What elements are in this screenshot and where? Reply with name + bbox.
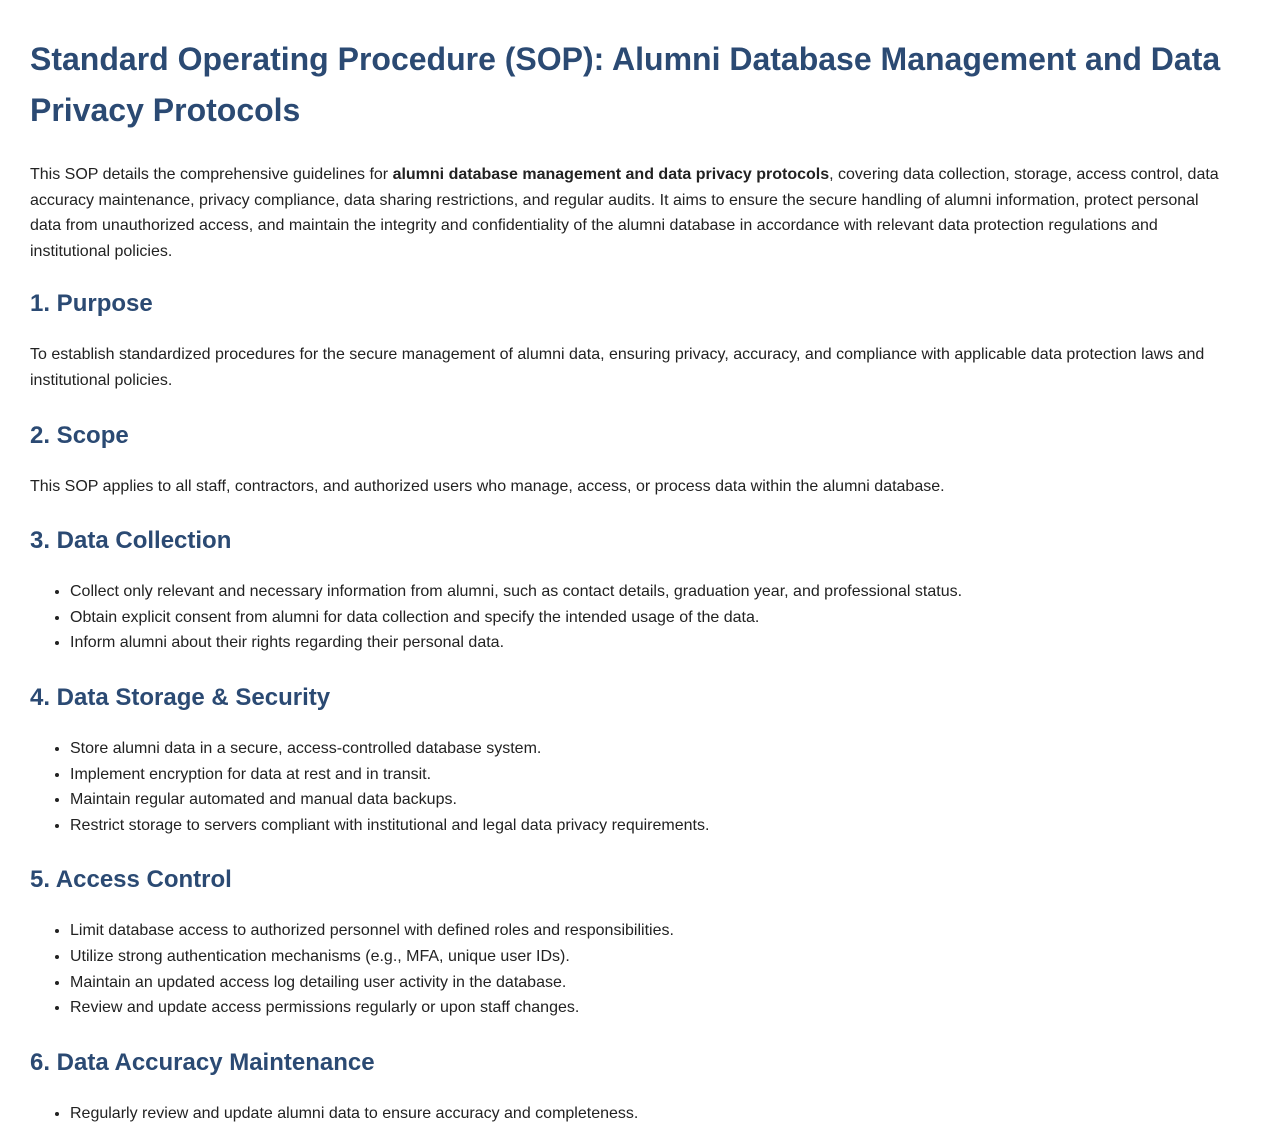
list-item: • Restrict storage to servers compliant with institutional and legal data privacy requirements. [70, 813, 1233, 839]
section-purpose [30, 288, 1233, 393]
list-item: • Review and update access permissions regularly or upon staff changes. [70, 995, 1233, 1021]
list-item: • Obtain explicit consent from alumni for data collection and specify the intended usage of the data. [70, 605, 1233, 631]
section-scope [30, 420, 1233, 500]
section-heading: 3. Data Collection [30, 527, 232, 555]
section-heading: 6. Data Accuracy Maintenance [30, 1048, 375, 1076]
list-item: • Maintain regular automated and manual data backups. [70, 787, 1233, 813]
section-text: This SOP applies to all staff, contractors, and authorized users who manage, access, or process data within the alumni database. [30, 477, 945, 495]
bullet-list [30, 736, 1233, 838]
section-heading: 1. Purpose [30, 290, 153, 318]
list-item: • Inform alumni about their rights regarding their personal data. [70, 630, 1233, 656]
page-title: Standard Operating Procedure (SOP): Alumni Database Management and Data Privacy Protocols [30, 41, 1221, 128]
section-text: To establish standardized procedures for the secure management of alumni data, ensuring privacy, accuracy, and compliance with applicable data protection laws and institutional policies. [30, 346, 1205, 389]
intro-text-end: , covering data collection, storage, access control, data accuracy maintenance, privacy compliance, data sharing restrictions, and regular audits. It aims to ensure the secure handling of alumni information, protect personal data from unauthorized access, and maintain the integrity and confidentiality of the alumni database in accordance with relevant data protection regulations and institutional policies. [30, 166, 1219, 260]
bullet-list [30, 918, 1233, 1020]
list-item: • Regularly review and update alumni data to ensure accuracy and completeness. [70, 1101, 1233, 1127]
list-item: • Implement encryption for data at rest and in transit. [70, 762, 1233, 788]
intro-paragraph [30, 162, 1233, 264]
section-access-control [30, 864, 1233, 1020]
list-item: • Maintain an updated access log detailing user activity in the database. [70, 970, 1233, 996]
bullet-list [30, 579, 1233, 656]
intro-bold-text: alumni database management and data privacy protocols [392, 166, 830, 183]
list-item: • Limit database access to authorized personnel with defined roles and responsibilities. [70, 918, 1233, 944]
intro-text-start: This SOP details the comprehensive guidelines for [30, 166, 393, 183]
section-heading: 2. Scope [30, 421, 129, 449]
section-heading: 4. Data Storage & Security [30, 683, 331, 711]
list-item: • Store alumni data in a secure, access-controlled database system. [70, 736, 1233, 762]
section-heading: 5. Access Control [30, 866, 232, 894]
section-data-accuracy [30, 1047, 1233, 1127]
list-item: • Collect only relevant and necessary information from alumni, such as contact details, graduation year, and professional status. [70, 579, 1233, 605]
section-data-storage-security [30, 682, 1233, 838]
section-data-collection [30, 525, 1233, 656]
list-item: • Utilize strong authentication mechanisms (e.g., MFA, unique user IDs). [70, 944, 1233, 970]
bullet-list [30, 1101, 1233, 1127]
